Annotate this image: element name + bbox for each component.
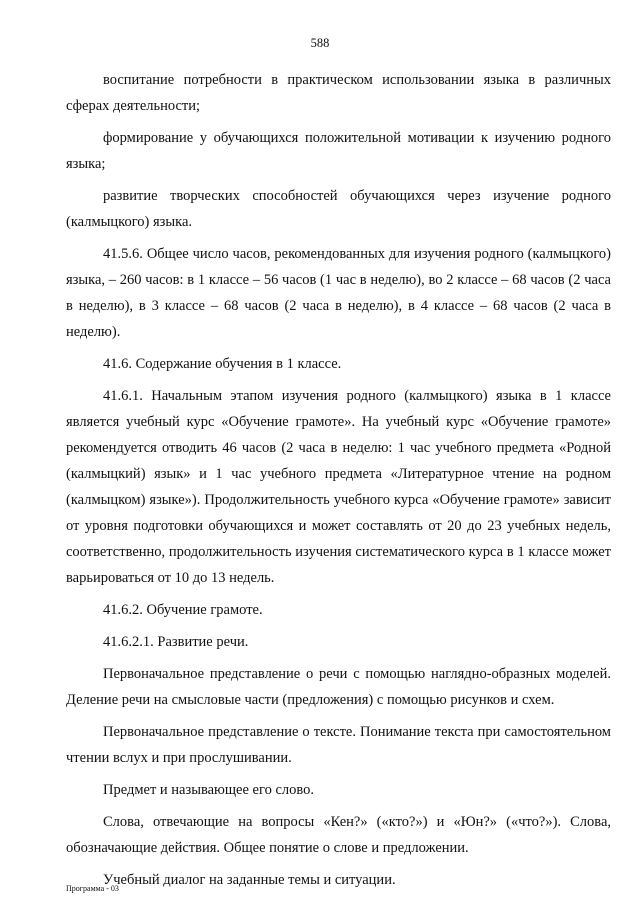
paragraph-dialogue: Учебный диалог на заданные темы и ситуации. [103,872,396,888]
paragraph-goal-practical-use: воспитание потребности в практическом использовании языка в различных сферах деятельности; [66,72,611,114]
section-heading-literacy: 41.6.2. Обучение грамоте. [103,602,263,618]
paragraph-question-words: Слова, отвечающие на вопросы «Кен?» («кто?») и «Юн?» («что?»). Слова, обозначающие действия. Общее понятие о слове и предложении. [66,814,611,856]
paragraph-goal-motivation: формирование у обучающихся положительной мотивации к изучению родного языка; [66,130,611,172]
paragraph-goal-creativity: развитие творческих способностей обучающихся через изучение родного (калмыцкого) языка. [66,188,611,230]
body-text [66,67,611,899]
paragraph-literacy-course: 41.6.1. Начальным этапом изучения родного (калмыцкого) языка в 1 классе является учебный курс «Обучение грамоте». На учебный курс «Обучение грамоте» рекомендуется отводить 46 часов (2 часа в неделю: 1 час учебного предмета «Родной (калмыцкий) язык» и 1 час учебного предмета «Литературное чтение на родном (калмыцком) языке»). Продолжительность учебного курса «Обучение грамоте» зависит от уровня подготовки обучающихся и может составлять от 20 до 23 учебных недель, соответственно, продолжительность изучения систематического курса в 1 классе может варьироваться от 10 до 13 недель. [66,388,611,586]
paragraph-text-representation: Первоначальное представление о тексте. Понимание текста при самостоятельном чтении вслух и при прослушивании. [66,724,611,766]
paragraph-object-word: Предмет и называющее его слово. [103,782,314,798]
footer-label: Программа - 03 [66,884,119,893]
section-heading-content-grade1: 41.6. Содержание обучения в 1 классе. [103,356,342,372]
section-heading-speech: 41.6.2.1. Развитие речи. [103,634,249,650]
paragraph-hours-total: 41.5.6. Общее число часов, рекомендованных для изучения родного (калмыцкого) языка, – 260 часов: в 1 классе – 56 часов (1 час в неделю), во 2 классе – 68 часов (2 часа в неделю), в 3 классе – 68 часов (2 часа в неделю), в 4 классе – 68 часов (2 часа в неделю). [66,246,611,340]
page-number: 588 [310,36,330,50]
paragraph-speech-representation: Первоначальное представление о речи с помощью наглядно-образных моделей. Деление речи на смысловые части (предложения) с помощью рисунков и схем. [66,666,611,708]
